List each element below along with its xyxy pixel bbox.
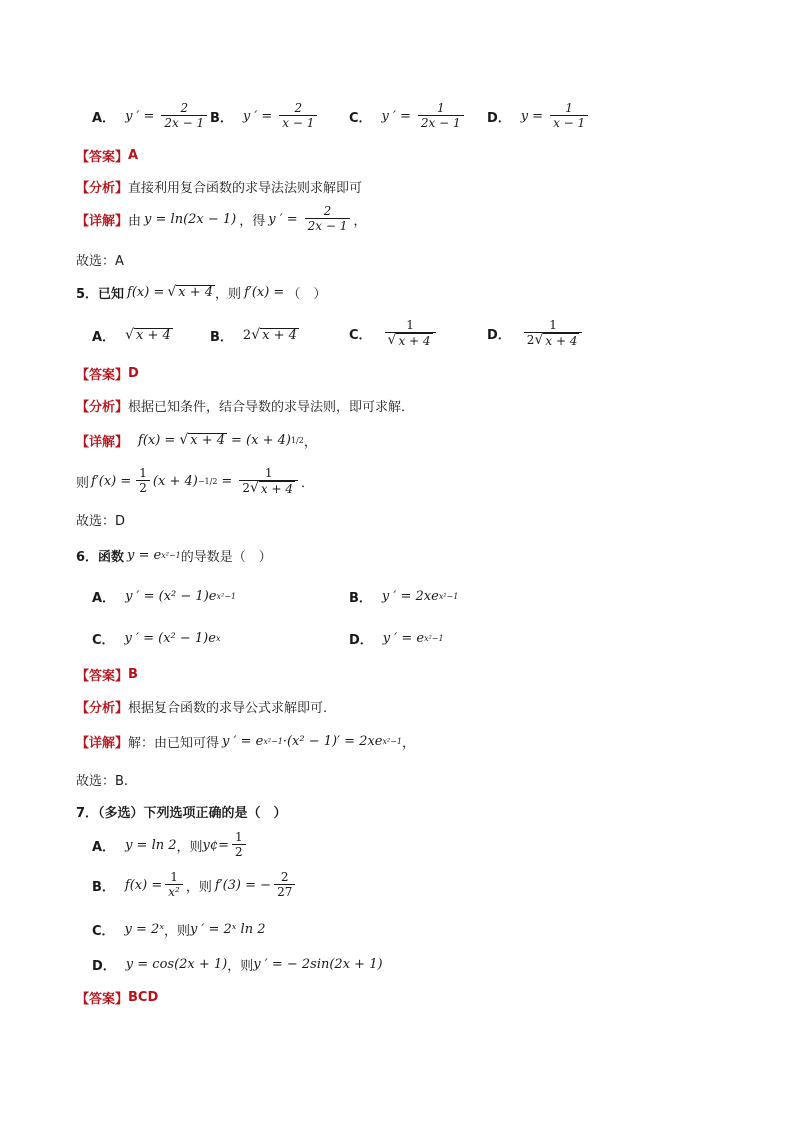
fraction: $\frac{2}{x - 1}$ [279, 101, 317, 131]
option-label: A． [92, 839, 116, 855]
fraction: $\frac{2}{2x - 1}$ [161, 101, 207, 131]
q5-analysis: 【分析】 根据已知条件，结合导数的求导法则，即可求解． [76, 400, 415, 415]
q6-choose: 故选：B. [76, 774, 129, 789]
q4-option-b[interactable]: B． y ′ = $\frac{2}{x - 1}$ [210, 101, 320, 131]
option-label: B． [210, 330, 233, 345]
q7-stem: 7．（多选）下列选项正确的是（ ） [76, 806, 287, 821]
option-label: C． [92, 924, 115, 939]
q4-answer: 【答案】 A [76, 148, 139, 165]
q4-option-c[interactable]: C． y ′ = $\frac{1}{2x - 1}$ [349, 101, 467, 131]
sqrt: √ x + 4 [251, 327, 297, 343]
sqrt: √ x + 4 [167, 284, 214, 300]
fraction: $\frac{1}{x - 1}$ [550, 101, 588, 131]
q5-stem: 5．已知 f(x) = √ x + 4 ，则 f′(x) = （ ） [76, 284, 327, 302]
q6-analysis: 【分析】 根据复合函数的求导公式求解即可. [76, 701, 328, 716]
option-label: C． [92, 633, 115, 648]
q7-option-b[interactable]: B． f(x) = $\frac{1}{\text{x²}}$ ，则 f′(3) = − $\frac{2}{27}$ [92, 870, 298, 900]
q4-detail: 【详解】 由 y = ln(2x − 1) ，得 y ′ = $\frac{2}{2x - 1}$ ， [76, 204, 367, 233]
fraction: 1 2 √ x + 4 [524, 318, 583, 348]
q6-option-c[interactable]: C． y ′ = (x² − 1)e x [92, 631, 221, 648]
q5-option-a[interactable] [92, 326, 173, 345]
q5-option-c[interactable] [349, 318, 439, 348]
option-label: C． [349, 110, 372, 126]
q5-choose: 故选：D [76, 514, 126, 529]
fraction: $\frac{2}{27}$ [274, 870, 295, 900]
q6-option-d[interactable]: D． y ′ = e x²−1 [349, 631, 444, 648]
q5-option-d[interactable] [487, 318, 585, 348]
fraction: 1 2 √ x + 4 [239, 466, 298, 496]
q4-option-d[interactable]: D． y = $\frac{1}{x - 1}$ [487, 101, 591, 131]
q6-answer: 【答案】 B [76, 667, 138, 684]
option-label: D． [349, 633, 373, 648]
option-label: D． [487, 327, 511, 343]
option-label: B． [349, 591, 372, 606]
q6-option-b[interactable]: B． y ′ = 2xe x²−1 [349, 589, 459, 606]
option-label: B． [92, 879, 115, 895]
q4-choose: 故选：A [76, 254, 124, 269]
q5-answer: 【答案】 D [76, 366, 139, 383]
option-label: C． [349, 327, 372, 343]
q7-option-d[interactable]: D． y = cos(2x + 1) ，则 y ′ = − 2sin(2x + 1) [92, 957, 383, 974]
q5-option-b[interactable]: B． 2 √ x + 4 [210, 327, 297, 345]
q6-option-a[interactable]: A． y ′ = (x² − 1)e x²−1 [92, 589, 236, 606]
q4-analysis: 【分析】 直接利用复合函数的求导法法则求解即可 [76, 181, 363, 196]
fraction: $\frac{2}{2x - 1}$ [305, 204, 351, 234]
q6-detail: 【详解】 解：由已知可得 y ′ = e x²−1 ·(x² − 1)′ = 2xe x²−1 ， [76, 734, 416, 751]
fraction: $\frac{1}{2x - 1}$ [418, 101, 464, 131]
option-label: D． [487, 110, 511, 126]
option-label: A． [92, 330, 116, 345]
sqrt: √ x + 4 [125, 327, 171, 343]
option-label: A． [92, 110, 116, 126]
q5-detail: 【详解】 f(x) = √ x + 4 = (x + 4) 1/2 ， [76, 432, 317, 450]
q7-option-c[interactable]: C． y = 2ˣ ，则 y ′ = 2ˣ ln 2 [92, 922, 266, 939]
q4-option-a[interactable]: A． y ′ = $\frac{2}{2x - 1}$ [92, 101, 210, 131]
fraction: 1 √ x + 4 [385, 318, 436, 348]
q7-option-a[interactable]: A． y = ln 2 ，则 y¢= $\frac{1}{2}$ [92, 830, 249, 860]
q7-answer: 【答案】 BCD [76, 990, 159, 1007]
fraction: $\frac{1}{2}$ [232, 830, 246, 860]
fraction: $\frac{1}{\text{x²}}$ [165, 870, 183, 900]
sqrt: √ x + 4 [179, 432, 226, 448]
option-label: B． [210, 110, 233, 126]
q6-stem: 6．函数 y = e x²−1 的导数是（ ） [76, 548, 272, 565]
option-label: A． [92, 591, 116, 606]
option-label: D． [92, 959, 116, 974]
fraction: $\frac{1}{2}$ [136, 466, 150, 496]
q5-then: 则 f′(x) = $\frac{1}{2}$ (x + 4) −1/2 = 1 2 √ x + 4 ． [76, 466, 314, 496]
